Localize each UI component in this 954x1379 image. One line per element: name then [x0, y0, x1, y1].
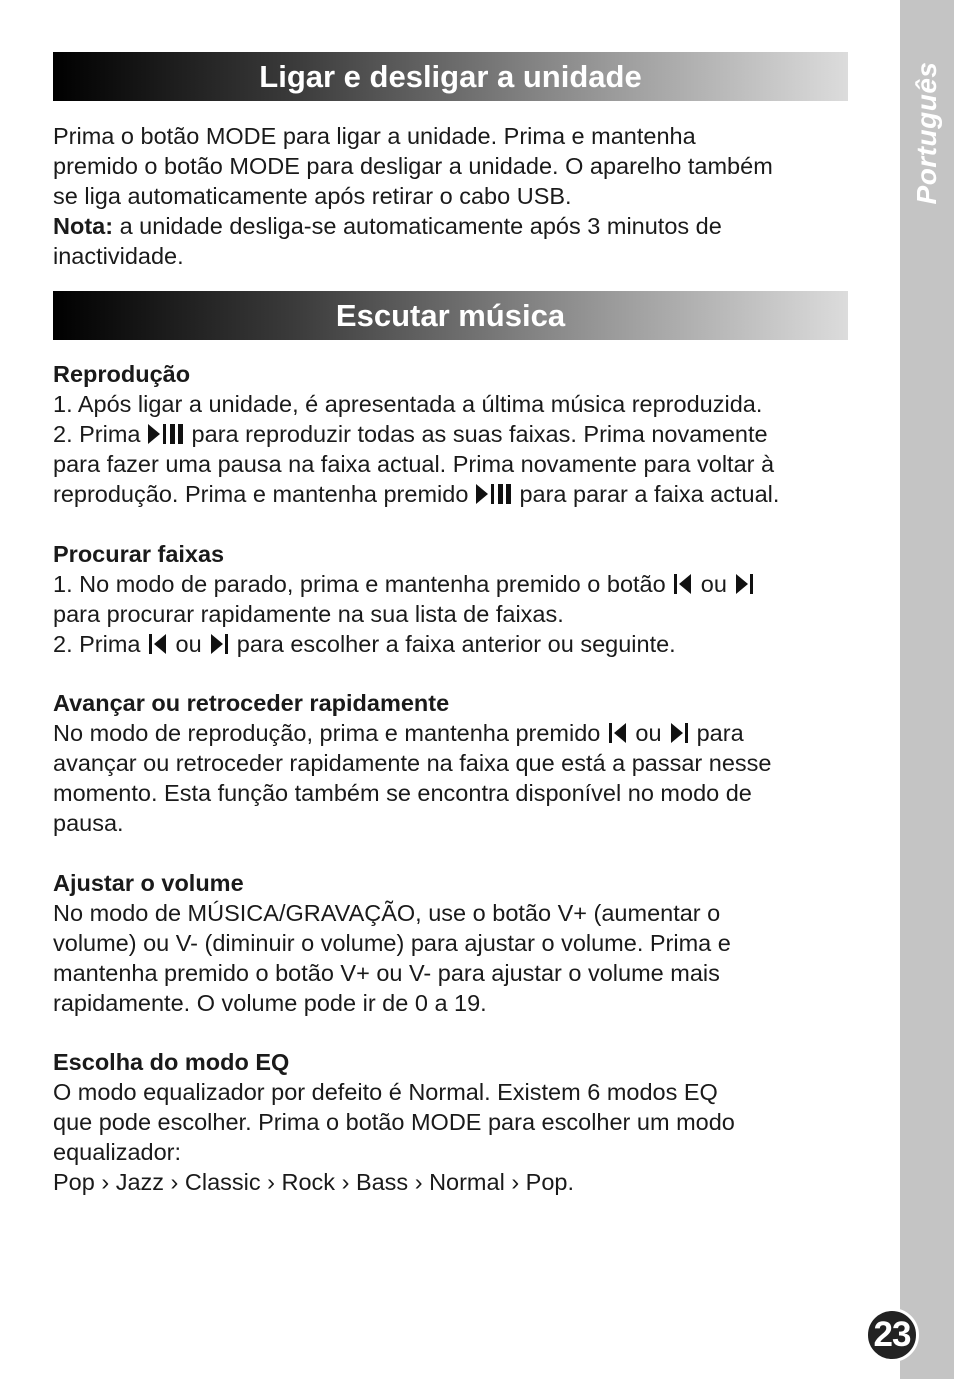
text-line: momento. Esta função também se encontra disponível no modo de: [53, 779, 752, 806]
text-line: O modo equalizador por defeito é Normal. Existem 6 modos EQ: [53, 1078, 718, 1105]
subheading-search: Procurar faixas: [53, 541, 225, 567]
text-line: No modo de MÚSICA/GRAVAÇÃO, use o botão V+ (aumentar o: [53, 899, 721, 926]
text-line: volume) ou V- (diminuir o volume) para ajustar o volume. Prima e: [53, 929, 731, 956]
text-line: premido o botão MODE para desligar a unidade. O aparelho também: [53, 152, 773, 179]
text-line: 1. Após ligar a unidade, é apresentada a última música reproduzida.: [53, 390, 763, 417]
section-title-power: Ligar e desligar a unidade: [53, 52, 848, 101]
text-line: que pode escolher. Prima o botão MODE para escolher um modo: [53, 1108, 735, 1135]
play-pause-icon: [147, 422, 185, 446]
text-fragment: para parar a faixa actual.: [512, 480, 780, 507]
previous-track-icon: [147, 632, 169, 656]
text-line: para procurar rapidamente na sua lista de faixas.: [53, 600, 564, 627]
text-line: se liga automaticamente após retirar o cabo USB.: [53, 182, 572, 209]
previous-track-icon: [607, 721, 629, 745]
language-label: Português: [911, 61, 942, 205]
next-track-icon: [668, 721, 690, 745]
next-track-icon: [208, 632, 230, 656]
text-fragment: 1. No modo de parado, prima e mantenha premido o botão: [53, 570, 673, 597]
text-fragment: No modo de reprodução, prima e mantenha premido: [53, 719, 607, 746]
text-line: para fazer uma pausa na faixa actual. Prima novamente para voltar à: [53, 450, 775, 477]
subheading-volume: Ajustar o volume: [53, 870, 244, 896]
section-title-music: Escutar música: [53, 291, 848, 340]
text-line: [53, 420, 853, 450]
text-line: equalizador:: [53, 1138, 182, 1165]
text-line: avançar ou retroceder rapidamente na faixa que está a passar nesse: [53, 749, 772, 776]
side-language-tab: [900, 0, 954, 1379]
text-line: inactividade.: [53, 242, 184, 269]
text-line: mantenha premido o botão V+ ou V- para ajustar o volume mais: [53, 959, 720, 986]
page-number: 23: [865, 1308, 919, 1362]
text-fragment: ou: [169, 630, 209, 657]
eq-sequence: Pop › Jazz › Classic › Rock › Bass › Normal › Pop.: [53, 1168, 575, 1195]
previous-track-icon: [672, 572, 694, 596]
text-fragment: ou: [694, 570, 734, 597]
text-line: Prima o botão MODE para ligar a unidade. Prima e mantenha: [53, 123, 696, 149]
text-line: rapidamente. O volume pode ir de 0 a 19.: [53, 989, 487, 1016]
note-line: [53, 212, 853, 242]
power-paragraph: [53, 122, 853, 272]
volume-block: [53, 869, 853, 1019]
subheading-playback: Reprodução: [53, 361, 191, 387]
text-fragment: para reproduzir todas as suas faixas. Prima novamente: [185, 420, 768, 447]
text-line: [53, 480, 853, 510]
search-tracks-block: [53, 540, 853, 660]
play-pause-icon: [475, 482, 513, 506]
subheading-fast-forward: Avançar ou retroceder rapidamente: [53, 690, 450, 716]
text-fragment: reprodução. Prima e mantenha premido: [53, 480, 475, 507]
fast-forward-block: [53, 689, 853, 839]
text-line: [53, 570, 853, 600]
text-fragment: 2. Prima: [53, 630, 148, 657]
text-fragment: para: [690, 719, 744, 746]
subheading-eq: Escolha do modo EQ: [53, 1049, 290, 1075]
note-label: Nota:: [53, 212, 114, 239]
text-fragment: para escolher a faixa anterior ou seguinte.: [230, 630, 676, 657]
eq-block: [53, 1048, 853, 1198]
text-line: pausa.: [53, 809, 124, 836]
note-text: a unidade desliga-se automaticamente após 3 minutos de: [113, 212, 722, 239]
text-fragment: ou: [628, 719, 669, 746]
text-line: [53, 630, 853, 660]
playback-block: [53, 360, 853, 510]
text-line: [53, 719, 853, 749]
next-track-icon: [733, 572, 755, 596]
text-fragment: 2. Prima: [53, 420, 148, 447]
